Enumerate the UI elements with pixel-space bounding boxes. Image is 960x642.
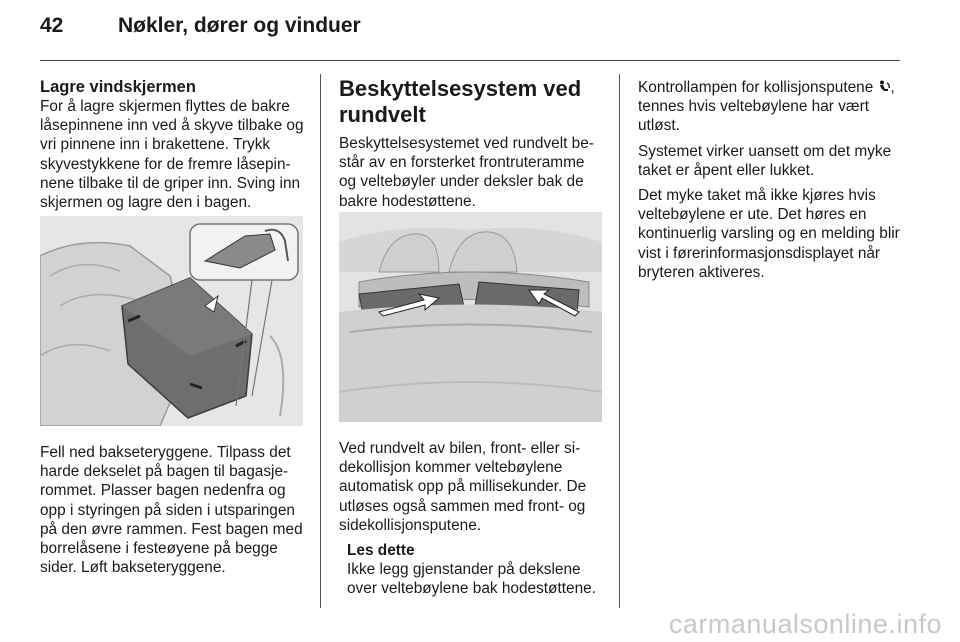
watermark: carmanualsonline.info [668, 609, 942, 639]
header-divider [40, 60, 900, 61]
column-divider-2 [619, 74, 620, 608]
rollover-system-illustration [339, 212, 602, 422]
column-1 [40, 78, 306, 218]
caution-note-text: Ikke legg gjenstander på dekslene over veltebøylene bak hodestøttene. [347, 561, 596, 598]
caution-note-title: Les dette [347, 542, 415, 560]
airbag-lamp-text-a: Kontrollampen for kollisjonsputene [638, 79, 878, 96]
page-header [40, 14, 900, 54]
column-2-lower [339, 439, 603, 599]
softtop-paragraph: Det myke taket må ikke kjøres hvis veltebøylene er ute. Det høres en kontinuerlig varsling og en melding blir vist i førerinformasjonsdisplayet når bryteren aktiveres. [638, 187, 900, 281]
windscreen-bag-illustration [40, 216, 303, 426]
windscreen-paragraph-1: For å lagre skjermen flyttes de bakre låsepinnene inn ved å skyve tilbake og vri pinnene inn i brakettene. Trykk skyvestykkene for de fremre låsepinnene tilbake til de griper inn. Sving inn skjermen og lagre den i bagen. [40, 98, 304, 212]
column-divider-1 [320, 74, 321, 608]
airbag-lamp-paragraph [638, 78, 904, 136]
airbag-seat-icon [878, 80, 891, 94]
column-1-lower [40, 443, 306, 583]
airbag-lamp-text-b: , tennes hvis veltebøylene har vært utløst. [638, 79, 895, 135]
column-3 [638, 78, 904, 288]
column-2 [339, 78, 603, 217]
page-number: 42 [40, 14, 64, 37]
chapter-title: Nøkler, dører og vinduer [118, 14, 361, 37]
section-heading-windscreen: Lagre vindskjermen [40, 78, 196, 96]
section-heading-rollover: Beskyttelsesystem ved rundvelt [339, 76, 582, 127]
rollover-paragraph-2: Ved rundvelt av bilen, front- eller sidekollisjon kommer veltebøylene automatisk opp på millisekunder. De utløses også sammen med front- og sidekollisjonsputene. [339, 440, 587, 534]
caution-note [347, 541, 603, 599]
windscreen-paragraph-2: Fell ned bakseteryggene. Tilpass det harde dekselet på bagen til bagasjerommet. Plasser bagen nedenfra og opp i styringen på siden i utsparingen på den øvre rammen. Fest bagen med borrelåsene i festeøyene på begge sider. Løft bakseteryggene. [40, 444, 303, 577]
rollover-paragraph-1: Beskyttelsesystemet ved rundvelt består av en forsterket frontruteramme og veltebøyler under deksler bak de bakre hodestøttene. [339, 135, 594, 210]
system-paragraph: Systemet virker uansett om det myke taket er åpent eller lukket. [638, 142, 892, 179]
